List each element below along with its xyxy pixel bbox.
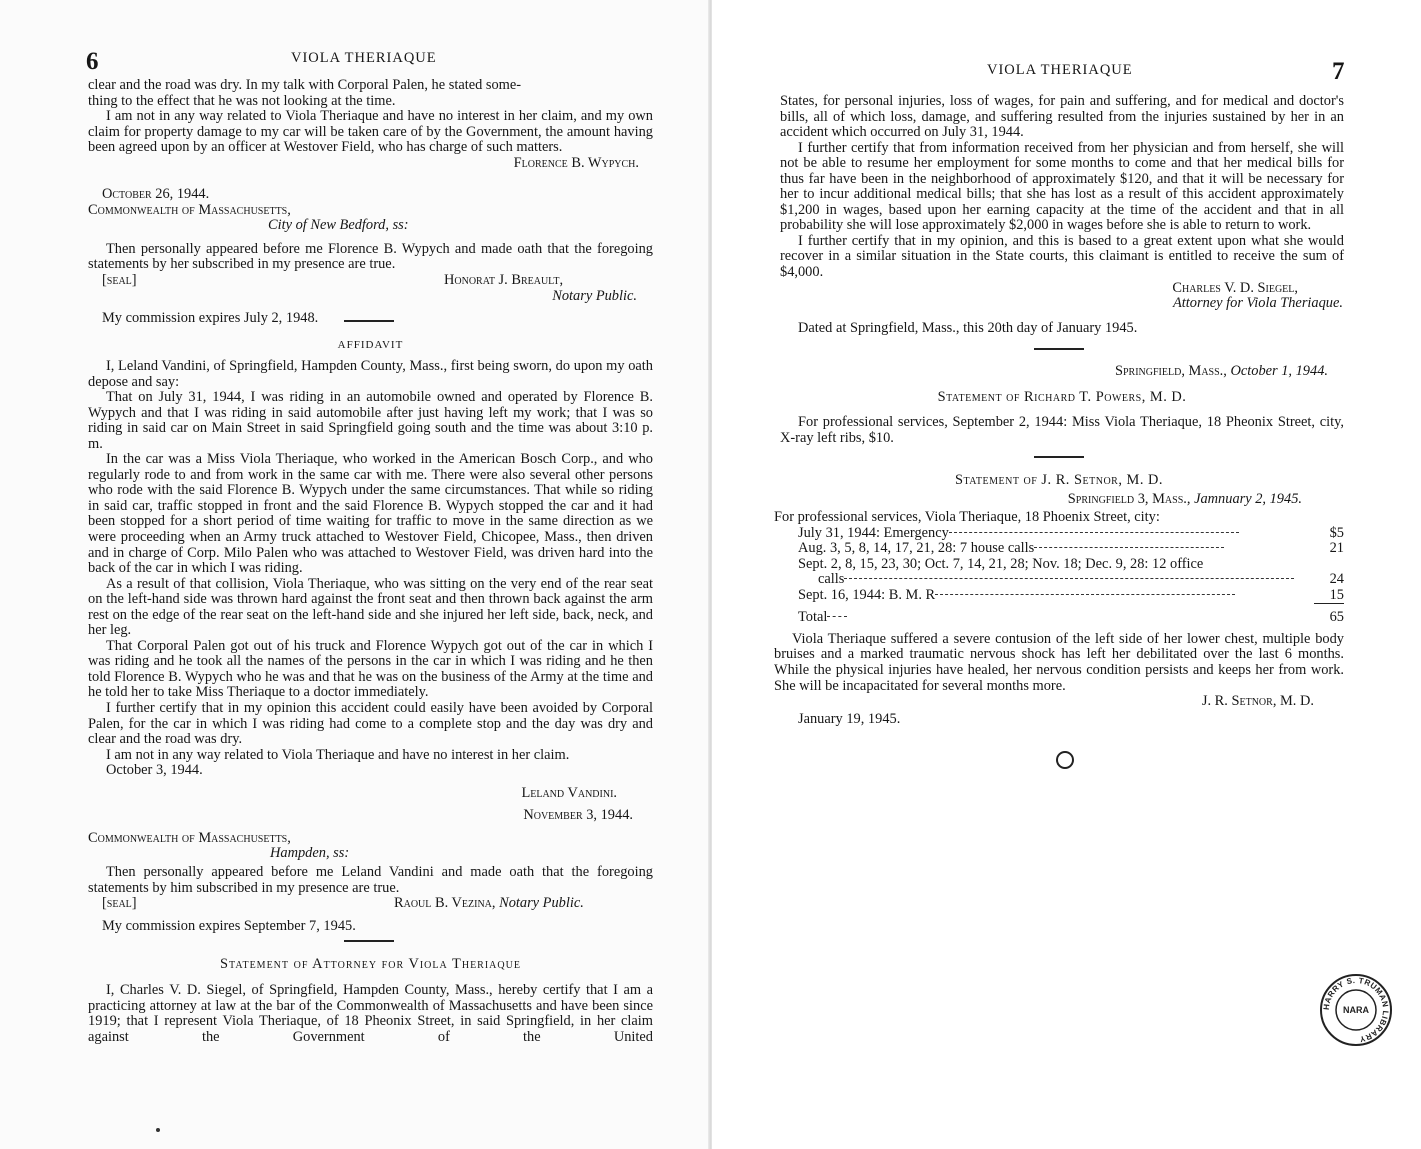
bill-row (798, 557, 1344, 573)
oath-paragraph: Then personally appeared before me Leland Vandini and made oath that the foregoing statements by him subscribed in my presence are true. (88, 863, 653, 896)
bill-total-row (798, 604, 1344, 626)
section-rule (1034, 348, 1084, 350)
city-line: City of New Bedford, ss: (268, 217, 409, 234)
wypych-continuation (88, 78, 653, 171)
commonwealth-line: Commonwealth of Massachusetts, (88, 201, 291, 218)
siegel-signature: Charles V. D. Siegel, (1172, 279, 1298, 296)
powers-statement (780, 364, 1344, 446)
attorney-continuation (780, 94, 1344, 336)
commission-line: My commission expires July 2, 1948. (102, 310, 319, 327)
bill-desc: July 31, 1944: Emergency (798, 524, 949, 541)
total-amount: 65 (1329, 609, 1344, 626)
bill-desc: Sept. 16, 1944: B. M. R (798, 587, 936, 604)
setnor-paragraph: Viola Theriaque suffered a severe contusion of the left side of her lower chest, multiple body bruises and a marked traumatic nervous shock has left her debilitated over the last 6 months. While the physical injuries have healed, her nervous condition persists and keeps her from work. She will be incapacitated for several months more. (774, 630, 1344, 694)
section-rule (344, 940, 394, 942)
attorney-title: Statement of Attorney for Viola Theriaque (220, 956, 521, 972)
section-rule (1034, 456, 1084, 458)
page-number: 7 (1332, 58, 1345, 85)
attorney-paragraph: States, for personal injuries, loss of wages, for pain and suffering, and for medical and doctor's bills, all of which loss, damage, and suffering resulted from the injuries sustained by her in an accident which occurred on July 31, 1944. (780, 93, 1344, 141)
affidavit-paragraph: That Corporal Palen got out of his truck and Florence Wypych got out of the car in which I was riding and he took all the names of the persons in the car in which I was riding and he then told Florence B. Wypych who he was and that he was on the business of the Army at the time and he told her to take Miss Theriaque to a doctor immediately. (88, 637, 653, 701)
text-line: thing to the effect that he was not looking at the time. (88, 92, 396, 109)
dateline-city: Springfield 3, Mass., (1067, 490, 1191, 507)
affidavit-paragraph: That on July 31, 1944, I was riding in an automobile owned and operated by Florence B. Wypych and that I was riding in said automobile after just having left my work; that I was so riding in said car on Main Street in said Springfield going south and the time was about 3:10 p. m. (88, 389, 653, 452)
bill-amount: 24 (1329, 571, 1344, 588)
bill-desc: Sept. 2, 8, 15, 23, 30; Oct. 7, 14, 21, 28; Nov. 18; Dec. 9, 28: 12 office (798, 555, 1204, 572)
notary-name: Raoul B. Vezina, (394, 895, 496, 912)
stamp-ring-text: HARRY S. TRUMAN LIBRARY (1321, 975, 1391, 1044)
page-speck (156, 1128, 160, 1132)
notary-block-1 (88, 187, 653, 327)
bill-row (798, 572, 1344, 588)
stamp-center-text: NARA (1343, 1005, 1369, 1015)
bill-amount: 21 (1329, 540, 1344, 557)
affidavit-paragraph: I am not in any way related to Viola Theriaque and have no interest in her claim. (106, 746, 570, 763)
running-header: VIOLA THERIAQUE (291, 50, 437, 66)
notary-title: Notary Public. (499, 895, 584, 912)
circle-mark (1056, 751, 1074, 769)
seal-label: [seal] (102, 895, 137, 912)
setnor-signature: J. R. Setnor, M. D. (1201, 693, 1314, 710)
setnor-date: January 19, 1945. (798, 710, 901, 727)
bill-desc: Aug. 3, 5, 8, 14, 17, 21, 28: 7 house calls (798, 540, 1035, 557)
affidavit-paragraph: I, Leland Vandini, of Springfield, Hampden County, Mass., first being sworn, do upon my oath depose and say: (88, 358, 653, 390)
setnor-title: Statement of J. R. Setnor, M. D. (954, 472, 1164, 488)
running-header: VIOLA THERIAQUE (987, 62, 1133, 78)
bill-row (798, 526, 1344, 542)
county-line: Hampden, ss: (270, 845, 350, 862)
text-line: clear and the road was dry. In my talk with Corporal Palen, he stated some- (88, 77, 522, 93)
siegel-title: Attorney for Viola Theriaque. (1172, 295, 1343, 312)
wypych-paragraph: I am not in any way related to Viola Theriaque and have no interest in her claim, and my own claim for property damage to my car will be taken care of by the Government, the amount having been agreed upon by an officer at Westover Field, who has charge of such matters. (88, 108, 653, 156)
bill-amount: $5 (1329, 524, 1344, 541)
page-number: 6 (86, 48, 99, 75)
bill-desc: calls (818, 571, 845, 588)
bill-amount: 15 (1314, 588, 1344, 604)
powers-paragraph: For professional services, September 2, 1944: Miss Viola Theriaque, 18 Pheonix Street, city, X-ray left ribs, $10. (780, 414, 1344, 446)
notary-name: Honorat J. Breault, (444, 271, 564, 288)
seal-label: [seal] (102, 271, 137, 288)
attorney-paragraph: I further certify that from information received from her physician and from herself, she will not be able to resume her employment for some months to come and that her medical bills for thus far have been in the neighborhood of approximately $120, and that it will be necessary for her to incur additional medical bills; that she has lost as a result of this accident approximately $1,200 in wages, based upon her earning capacity at the time of the accident and that in all probability she will lose approximately $2,000 in wages before she is able to return to work. (780, 139, 1344, 234)
oath-paragraph: Then personally appeared before me Florence B. Wypych and made oath that the foregoing statements by her subscribed in my presence are true. (88, 240, 653, 273)
affidavit-title: AFFIDAVIT (337, 339, 404, 351)
powers-title: Statement of Richard T. Powers, M. D. (937, 388, 1187, 405)
vandini-affidavit (88, 359, 653, 935)
affidavit-paragraph: In the car was a Miss Viola Theriaque, who worked in the American Bosch Corp., and who regularly rode to and from work in the same car with me. There were also several other persons who rode with the said Florence B. Wypych under the same circumstances. That while so riding in said car, traffic stopped in front and the said Florence B. Wypych stopped the car and it had been stopped for a short period of time waiting for traffic to move in the same direction as we were proceeding when an Army truck attached to Westover Field, Chicopee, Mass., then driven and in charge of Corp. Milo Palen who was attached to Westover Field, was driven hard into the back of the car in which I was riding. (88, 451, 653, 577)
library-stamp (1318, 972, 1394, 1048)
affidavit-paragraph: I further certify that in my opinion this accident could easily have been avoided by Corporal Palen, for the car in which I was riding had come to a complete stop and the day was dry and clear and the road was dry. (88, 700, 653, 748)
bill-table (798, 526, 1344, 626)
dateline-city: Springfield, Mass., (1114, 363, 1227, 379)
commission-line: My commission expires September 7, 1945. (102, 918, 356, 935)
vandini-date: November 3, 1944. (523, 807, 633, 824)
attorney-statement (88, 983, 653, 1045)
dateline-date: Jamnuary 2, 1945. (1194, 490, 1302, 507)
notary-title: Notary Public. (552, 287, 637, 304)
attorney-paragraph: I, Charles V. D. Siegel, of Springfield, Hampden County, Mass., hereby certify that I am a practicing attorney at law at the bar of the Commonwealth of Massachusetts and have been since 1919; that I represent Viola Theriaque, of 18 Pheonix Street, in said Springfield, in her claim against the Government of the United (88, 982, 653, 1045)
total-label: Total (798, 609, 828, 626)
bill-row (798, 541, 1344, 557)
commonwealth-line: Commonwealth of Massachusetts, (88, 829, 291, 846)
right-page (712, 0, 1421, 1149)
affidavit-paragraph: As a result of that collision, Viola Theriaque, who was sitting on the very end of the rear seat on the left-hand side was thrown hard against the front seat and then thrown back against the arm rest on the edge of the rear seat on the left-hand side and she injured her left side, back, neck, and her leg. (88, 575, 653, 639)
setnor-statement (774, 473, 1344, 727)
wypych-date: October 26, 1944. (102, 186, 210, 202)
vandini-signature: Leland Vandini. (521, 784, 617, 801)
section-rule (344, 320, 394, 322)
attorney-paragraph: I further certify that in my opinion, and this is based to a great extent upon what she would recover in a similar situation in the State courts, this claimant is entitled to receive the sum of $4,000. (780, 232, 1344, 281)
services-intro: For professional services, Viola Theriaque, 18 Phoenix Street, city: (774, 509, 1160, 526)
dated-line: Dated at Springfield, Mass., this 20th day of January 1945. (798, 319, 1138, 336)
affidavit-date: October 3, 1944. (106, 762, 203, 779)
bill-row (798, 588, 1344, 604)
wypych-signature: Florence B. Wypych. (513, 154, 639, 171)
dateline-date: October 1, 1944. (1230, 363, 1328, 379)
